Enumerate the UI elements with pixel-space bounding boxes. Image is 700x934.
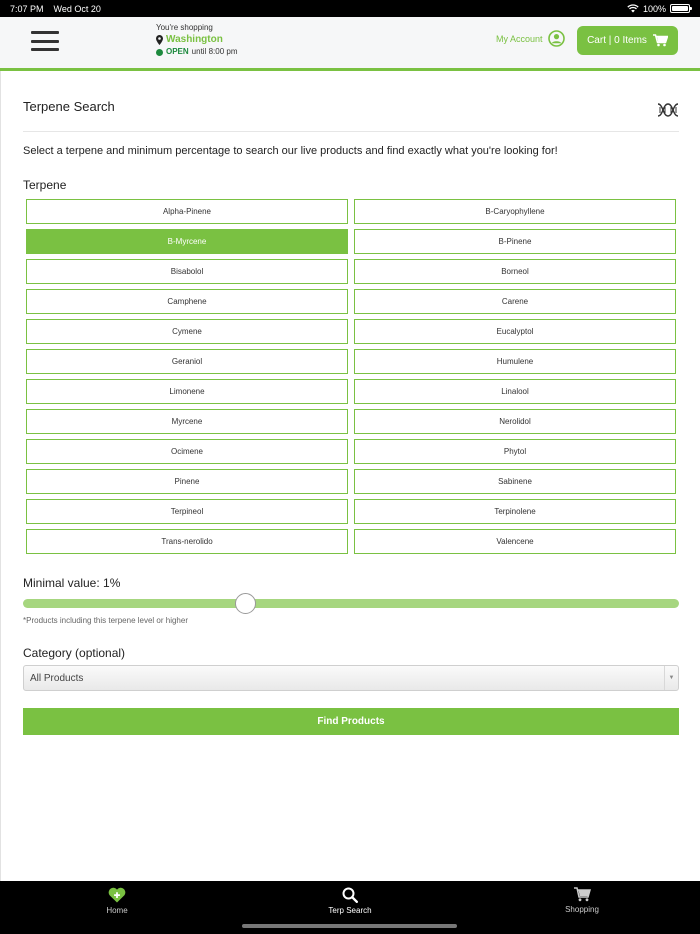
category-select[interactable]	[23, 665, 679, 691]
tab-terp-search-label: Terp Search	[328, 906, 372, 915]
cart-icon	[653, 34, 668, 47]
terpene-option-button[interactable]: Phytol	[354, 439, 676, 464]
terpene-option-button[interactable]: Ocimene	[26, 439, 348, 464]
battery-icon	[670, 4, 690, 13]
terpene-option-button[interactable]: Valencene	[354, 529, 676, 554]
find-products-button[interactable]: Find Products	[23, 708, 679, 735]
category-label: Category (optional)	[23, 646, 126, 660]
minimal-value-label: Minimal value: 1%	[23, 576, 121, 590]
terpene-option-button[interactable]: Pinene	[26, 469, 348, 494]
terpene-option-button[interactable]: Eucalyptol	[354, 319, 676, 344]
cart-label: Cart | 0 Items	[587, 35, 647, 46]
terpene-option-button[interactable]: Borneol	[354, 259, 676, 284]
terpene-option-button[interactable]: B-Pinene	[354, 229, 676, 254]
battery-percent: 100%	[642, 3, 666, 14]
terpene-option-button[interactable]: Sabinene	[354, 469, 676, 494]
terpene-search-page	[0, 71, 700, 881]
my-account-link[interactable]	[496, 30, 565, 47]
search-icon	[342, 887, 358, 903]
tab-shopping-label: Shopping	[565, 905, 599, 914]
chevron-down-icon: ▼	[664, 666, 678, 690]
terpene-option-button[interactable]: Myrcene	[26, 409, 348, 434]
terpene-option-button[interactable]: Alpha-Pinene	[26, 199, 348, 224]
cart-button[interactable]	[577, 26, 678, 55]
slider-note: *Products including this terpene level or higher	[23, 616, 188, 625]
store-info[interactable]	[156, 22, 237, 58]
terpene-option-button[interactable]: Limonene	[26, 379, 348, 404]
terpene-option-button[interactable]: Terpineol	[26, 499, 348, 524]
dna-icon	[657, 103, 679, 117]
location-pin-icon	[156, 35, 163, 45]
status-bar	[0, 0, 700, 17]
status-date: Wed Oct 20	[53, 3, 101, 14]
terpene-option-button[interactable]: Bisabolol	[26, 259, 348, 284]
tab-home[interactable]	[67, 887, 167, 915]
terpene-label: Terpene	[23, 178, 67, 192]
slider-thumb[interactable]	[235, 593, 256, 614]
intro-text: Select a terpene and minimum percentage to search our live products and find exactly what you're looking for!	[23, 145, 558, 157]
terpene-option-button[interactable]: Carene	[354, 289, 676, 314]
open-status-dot	[156, 49, 163, 56]
category-selected-value: All Products	[30, 672, 84, 684]
terpene-option-button[interactable]: Terpinolene	[354, 499, 676, 524]
page-title: Terpene Search	[23, 99, 115, 114]
app-header	[0, 17, 700, 68]
terpene-option-button[interactable]: Trans-nerolido	[26, 529, 348, 554]
tab-home-label: Home	[106, 906, 128, 915]
minimal-value-slider[interactable]	[23, 599, 679, 608]
terpene-option-button[interactable]: Camphene	[26, 289, 348, 314]
open-hours: until 8:00 pm	[191, 47, 238, 56]
terpene-option-button[interactable]: Geraniol	[26, 349, 348, 374]
open-status: OPEN	[166, 47, 189, 56]
store-location: Washington	[166, 34, 223, 45]
menu-icon[interactable]	[31, 31, 59, 51]
terpene-option-button[interactable]: Nerolidol	[354, 409, 676, 434]
shopping-label: You're shopping	[156, 23, 213, 32]
terpene-option-button[interactable]: B-Myrcene	[26, 229, 348, 254]
user-circle-icon	[548, 30, 565, 47]
terpene-option-button[interactable]: B-Caryophyllene	[354, 199, 676, 224]
wifi-icon	[627, 4, 639, 13]
tab-terp-search[interactable]	[300, 887, 400, 915]
title-divider	[23, 131, 679, 132]
terpene-option-button[interactable]: Humulene	[354, 349, 676, 374]
terpene-option-button[interactable]: Cymene	[26, 319, 348, 344]
terpene-grid	[26, 199, 676, 554]
heart-plus-icon	[108, 887, 126, 903]
cart-icon	[574, 887, 591, 902]
terpene-option-button[interactable]: Linalool	[354, 379, 676, 404]
my-account-label: My Account	[496, 33, 543, 44]
home-indicator	[242, 924, 457, 928]
status-time: 7:07 PM	[10, 3, 44, 14]
tab-shopping[interactable]	[532, 887, 632, 914]
